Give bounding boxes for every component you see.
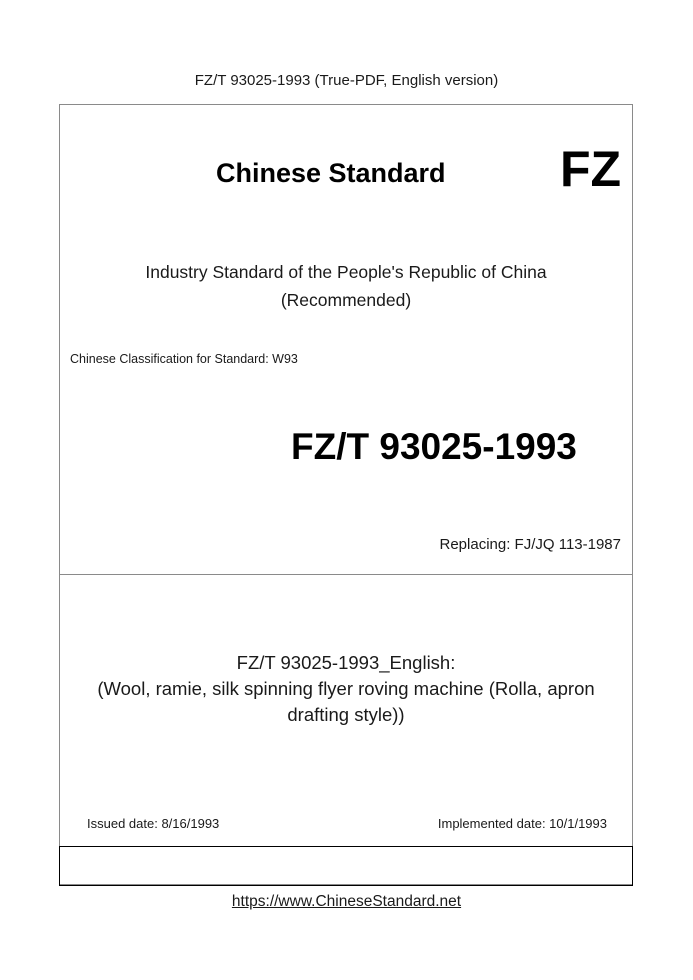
document-title-line-3: drafting style)) [287,704,405,725]
industry-standard-title [59,258,633,314]
implemented-date: Implemented date: 10/1/1993 [437,816,607,831]
standard-code-letters: FZ [560,141,622,197]
classification-text: Chinese Classification for Standard: W93 [70,352,298,366]
document-title-line-2: (Wool, ramie, silk spinning flyer roving machine (Rolla, apron [97,678,595,699]
standard-heading: Chinese Standard [216,158,446,188]
bottom-box [59,846,633,886]
standard-number: FZ/T 93025-1993 [291,426,577,467]
replacing-text: Replacing: FJ/JQ 113-1987 [439,536,621,553]
industry-title-line-1: Industry Standard of the People's Republic of China [145,262,547,282]
document-title [59,650,633,728]
website-link[interactable]: https://www.ChineseStandard.net [231,893,462,910]
cover-frame [59,104,633,885]
document-header-title: FZ/T 93025-1993 (True-PDF, English version) [194,72,499,89]
section-divider [59,574,633,575]
document-title-line-1: FZ/T 93025-1993_English: [236,652,456,673]
issued-date: Issued date: 8/16/1993 [87,816,220,831]
industry-title-line-2: (Recommended) [280,290,412,310]
